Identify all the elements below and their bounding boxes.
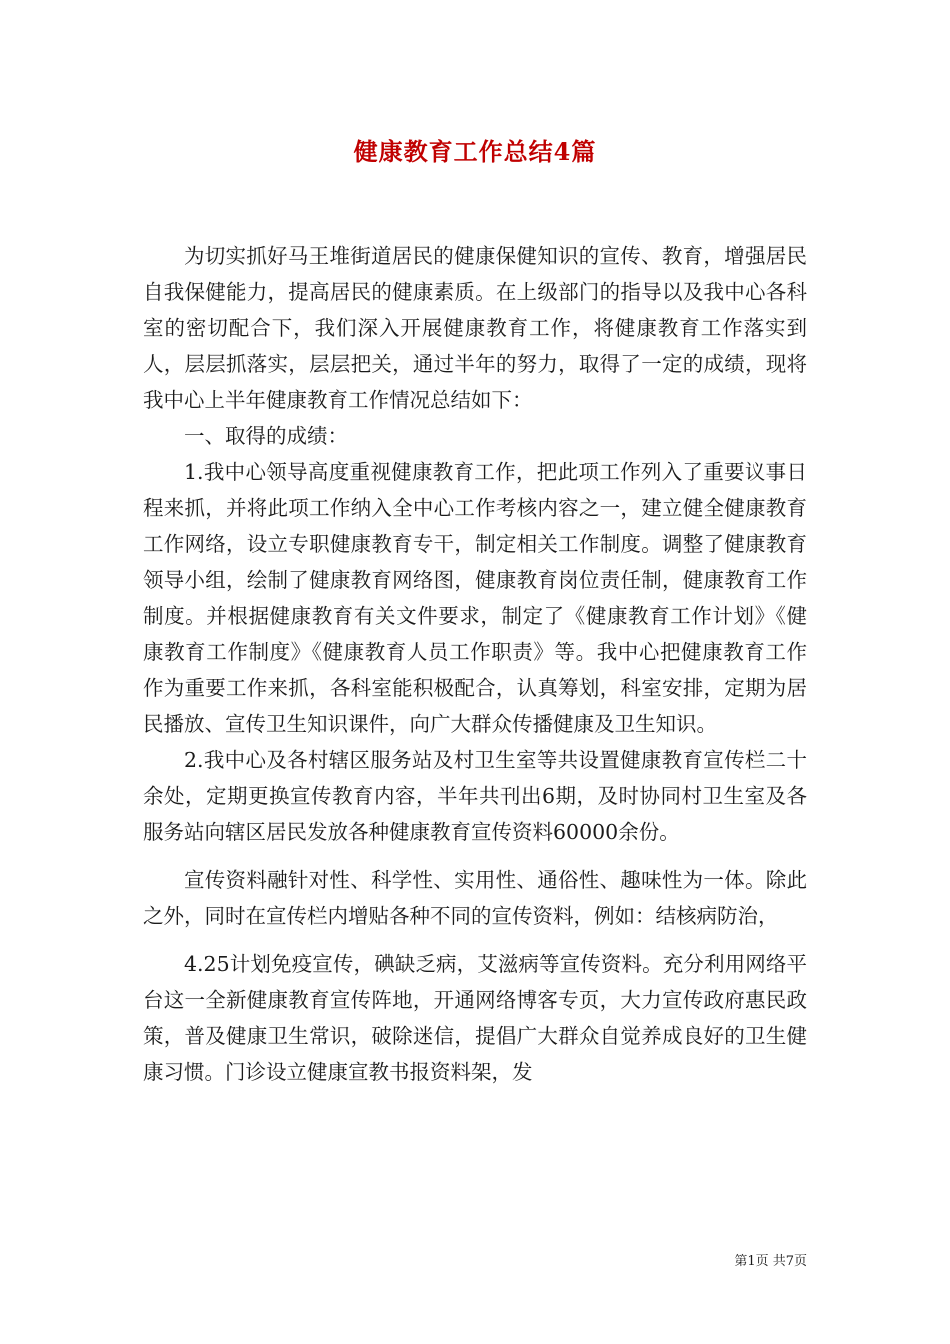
paragraph-campaigns: 4.25计划免疫宣传，碘缺乏病，艾滋病等宣传资料。充分利用网络平台这一全新健康教育宣传阵地，开通网络博客专页，大力宣传政府惠民政策，普及健康卫生常识，破除迷信，提倡广大群众自觉养成良好的卫生健康习惯。门诊设立健康宣教书报资料架，发 (143, 952, 807, 1084)
paragraph-item-1: 1.我中心领导高度重视健康教育工作，把此项工作列入了重要议事日程来抓，并将此项工作纳入全中心工作考核内容之一，建立健全健康教育工作网络，设立专职健康教育专干，制定相关工作制度。调整了健康教育领导小组，绘制了健康教育网络图，健康教育岗位责任制，健康教育工作制度。并根据健康教育有关文件要求，制定了《健康教育工作计划》《健康教育工作制度》《健康教育人员工作职责》等。我中心把健康教育工作作为重要工作来抓，各科室能积极配合，认真筹划，科室安排，定期为居民播放、宣传卫生知识课件，向广大群众传播健康及卫生知识。 (143, 460, 807, 736)
document-body (143, 238, 807, 1090)
paragraph-section-heading: 一、取得的成绩： (184, 424, 348, 448)
paragraph-materials: 宣传资料融针对性、科学性、实用性、通俗性、趣味性为一体。除此之外，同时在宣传栏内增贴各种不同的宣传资料，例如：结核病防治， (143, 868, 807, 928)
page-number-label: 第1页 共7页 (734, 1254, 807, 1269)
page-number (734, 1250, 807, 1269)
paragraph-intro: 为切实抓好马王堆街道居民的健康保健知识的宣传、教育，增强居民自我保健能力，提高居民的健康素质。在上级部门的指导以及我中心各科室的密切配合下，我们深入开展健康教育工作，将健康教育工作落实到人，层层抓落实，层层把关，通过半年的努力，取得了一定的成绩，现将我中心上半年健康教育工作情况总结如下： (143, 244, 807, 412)
paragraph-item-2: 2.我中心及各村辖区服务站及村卫生室等共设置健康教育宣传栏二十余处，定期更换宣传教育内容，半年共刊出6期，及时协同村卫生室及各服务站向辖区居民发放各种健康教育宣传资料60000余份。 (143, 748, 807, 844)
document-title: 健康教育工作总结4篇 (353, 137, 597, 166)
